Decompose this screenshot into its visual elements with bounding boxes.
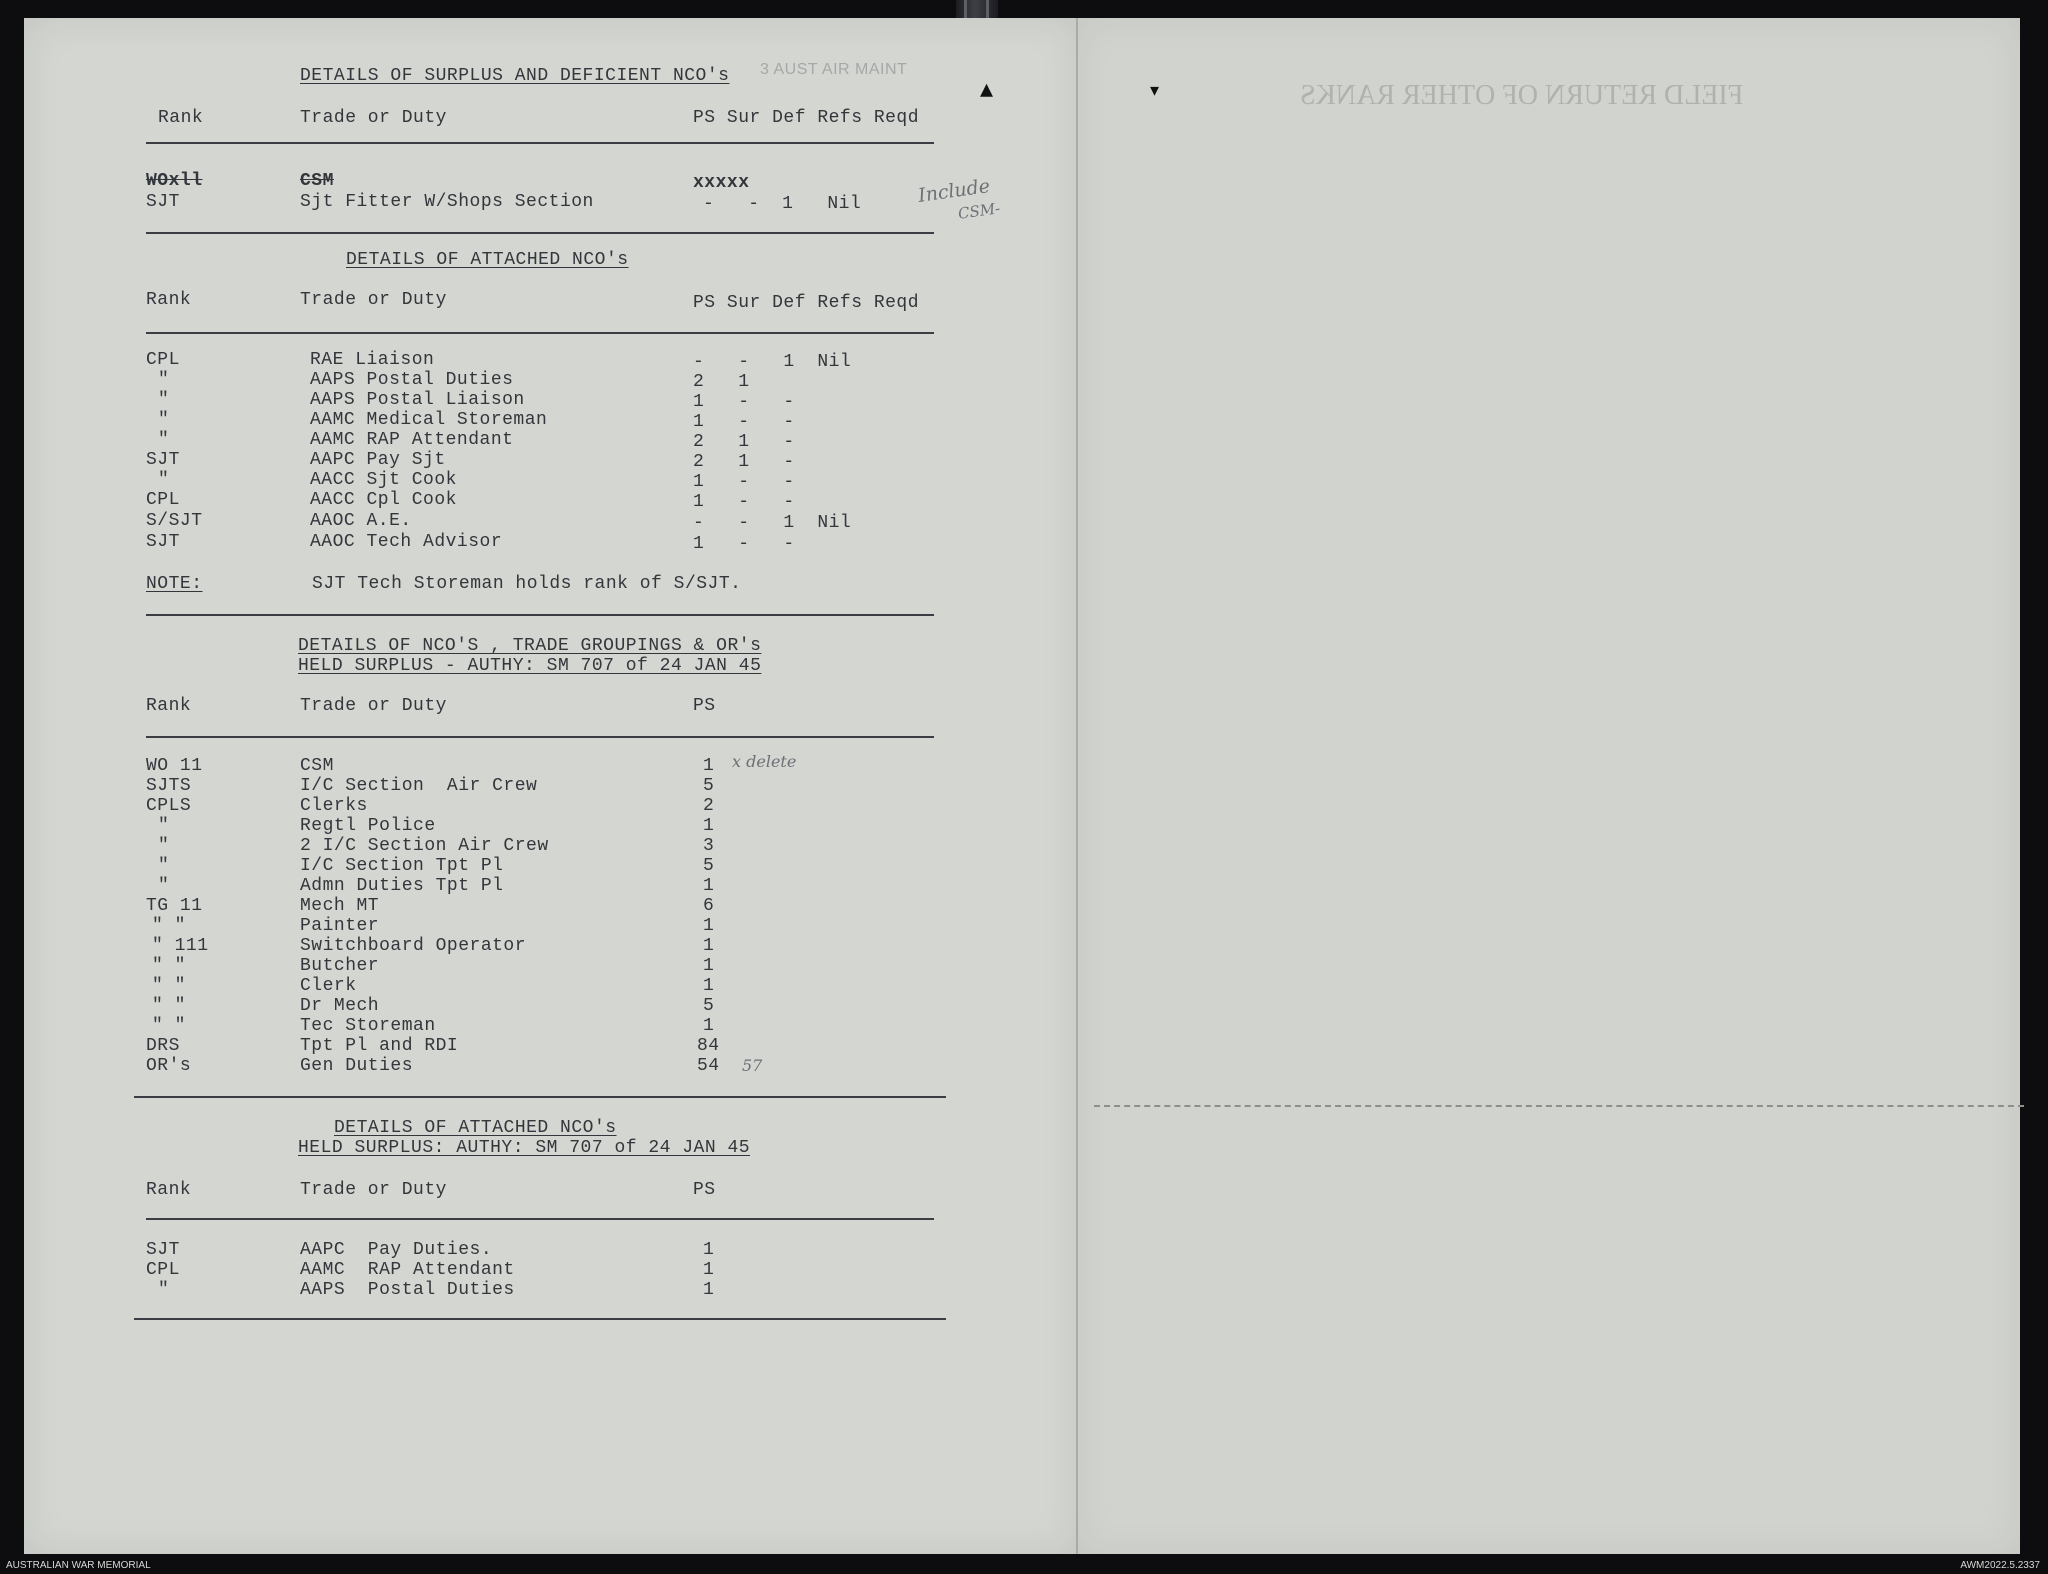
footer-id: AWM2022.5.2337 bbox=[1960, 1560, 2040, 1571]
row-trade: AAPS Postal Duties bbox=[300, 1280, 515, 1300]
row-rank: SJT bbox=[146, 1240, 180, 1260]
row-values: 6 bbox=[703, 896, 715, 916]
row-trade: Switchboard Operator bbox=[300, 936, 527, 956]
handwritten-note: Include bbox=[916, 175, 992, 207]
divider bbox=[146, 614, 934, 616]
row-values: - - 1 Nil bbox=[693, 513, 852, 533]
row-trade: AACC Sjt Cook bbox=[310, 470, 457, 490]
row-values: 2 1 - bbox=[693, 452, 795, 472]
divider bbox=[134, 1318, 946, 1320]
section-title: DETAILS OF ATTACHED NCO's bbox=[346, 250, 629, 270]
row-rank: " " bbox=[152, 1016, 186, 1036]
section-title: DETAILS OF NCO'S , TRADE GROUPINGS & OR's bbox=[298, 636, 762, 656]
row-values: 2 1 - bbox=[693, 432, 795, 452]
row-trade: Sjt Fitter W/Shops Section bbox=[300, 192, 594, 212]
row-values: 2 bbox=[703, 796, 715, 816]
row-values: 1 bbox=[703, 1260, 715, 1280]
row-trade: Tpt Pl and RDI bbox=[300, 1036, 459, 1056]
row-rank: " bbox=[158, 856, 170, 876]
row-rank: OR's bbox=[146, 1056, 192, 1076]
row-rank: SJT bbox=[146, 532, 180, 552]
row-values: 1 bbox=[703, 1240, 715, 1260]
row-trade: Admn Duties Tpt Pl bbox=[300, 876, 504, 896]
row-rank: " bbox=[158, 836, 170, 856]
row-trade: AAOC A.E. bbox=[310, 511, 412, 531]
row-values: 54 bbox=[697, 1056, 720, 1076]
row-values: 2 1 bbox=[693, 372, 750, 392]
col-header-values: PS bbox=[693, 696, 716, 716]
row-values: 1 bbox=[703, 956, 715, 976]
footer-source: AUSTRALIAN WAR MEMORIAL bbox=[6, 1560, 151, 1571]
section-subtitle: HELD SURPLUS: AUTHY: SM 707 of 24 JAN 45 bbox=[298, 1138, 751, 1158]
divider bbox=[134, 1096, 946, 1098]
row-trade: AAMC RAP Attendant bbox=[300, 1260, 515, 1280]
row-rank: WOxll bbox=[146, 171, 203, 191]
row-values: 1 - - bbox=[693, 534, 795, 554]
row-trade: 2 I/C Section Air Crew bbox=[300, 836, 549, 856]
row-values: 1 - - bbox=[693, 472, 795, 492]
row-trade: Clerk bbox=[300, 976, 357, 996]
row-values: 1 bbox=[703, 976, 715, 996]
row-trade: Tec Storeman bbox=[300, 1016, 436, 1036]
row-trade: AAPC Pay Duties. bbox=[300, 1240, 493, 1260]
row-trade: RAE Liaison bbox=[310, 350, 435, 370]
row-rank: CPL bbox=[146, 1260, 180, 1280]
col-header-rank: Rank bbox=[146, 696, 192, 716]
row-trade: AAPC Pay Sjt bbox=[310, 450, 446, 470]
row-trade: Painter bbox=[300, 916, 380, 936]
row-values: 1 - - bbox=[693, 492, 795, 512]
divider bbox=[146, 736, 934, 738]
col-header-rank: Rank bbox=[158, 108, 204, 128]
col-header-values: PS Sur Def Refs Reqd bbox=[693, 108, 920, 128]
row-rank: CPL bbox=[146, 350, 180, 370]
row-trade: AACC Cpl Cook bbox=[310, 490, 457, 510]
row-trade: CSM bbox=[300, 171, 334, 191]
row-values: 1 - - bbox=[693, 412, 795, 432]
row-rank: " bbox=[158, 390, 170, 410]
col-header-values: PS bbox=[693, 1180, 716, 1200]
row-rank: " bbox=[158, 410, 170, 430]
row-values: 1 bbox=[703, 936, 715, 956]
row-trade: Dr Mech bbox=[300, 996, 380, 1016]
col-header-trade: Trade or Duty bbox=[300, 1180, 447, 1200]
row-values: 5 bbox=[703, 996, 715, 1016]
section-title: DETAILS OF ATTACHED NCO's bbox=[334, 1118, 617, 1138]
divider bbox=[146, 332, 934, 334]
col-header-trade: Trade or Duty bbox=[300, 290, 447, 310]
row-rank: " " bbox=[152, 956, 186, 976]
row-rank: " " bbox=[152, 916, 186, 936]
row-trade: I/C Section Air Crew bbox=[300, 776, 538, 796]
row-values: - - 1 Nil bbox=[693, 352, 852, 372]
row-trade: AAPS Postal Duties bbox=[310, 370, 514, 390]
row-rank: " bbox=[158, 1280, 170, 1300]
row-trade: Clerks bbox=[300, 796, 368, 816]
note-label: NOTE: bbox=[146, 574, 203, 594]
row-trade: Mech MT bbox=[300, 896, 380, 916]
col-header-trade: Trade or Duty bbox=[300, 108, 447, 128]
note-text: SJT Tech Storeman holds rank of S/SJT. bbox=[312, 574, 742, 594]
divider bbox=[146, 142, 934, 144]
row-rank: CPL bbox=[146, 490, 180, 510]
col-header-trade: Trade or Duty bbox=[300, 696, 447, 716]
row-values: 5 bbox=[703, 856, 715, 876]
right-page bbox=[1076, 18, 2020, 1554]
row-rank: " bbox=[158, 816, 170, 836]
row-rank: " bbox=[158, 470, 170, 490]
row-trade: Gen Duties bbox=[300, 1056, 414, 1076]
row-values: 1 bbox=[703, 916, 715, 936]
row-values: 1 bbox=[703, 876, 715, 896]
row-trade: AAPS Postal Liaison bbox=[310, 390, 525, 410]
row-rank: SJTS bbox=[146, 776, 192, 796]
handwritten-note: x delete bbox=[732, 752, 797, 771]
row-rank: SJT bbox=[146, 450, 180, 470]
row-trade: Butcher bbox=[300, 956, 380, 976]
row-rank: " " bbox=[152, 996, 186, 1016]
divider bbox=[146, 232, 934, 234]
perforation-line bbox=[1094, 1105, 2024, 1107]
row-rank: DRS bbox=[146, 1036, 180, 1056]
row-values: 3 bbox=[703, 836, 715, 856]
row-values: xxxxx bbox=[693, 173, 750, 193]
row-values: 84 bbox=[697, 1036, 720, 1056]
row-rank: WO 11 bbox=[146, 756, 203, 776]
row-trade: I/C Section Tpt Pl bbox=[300, 856, 504, 876]
col-header-rank: Rank bbox=[146, 1180, 192, 1200]
row-trade: CSM bbox=[300, 756, 334, 776]
row-rank: TG 11 bbox=[146, 896, 203, 916]
faint-stamp: 3 AUST AIR MAINT bbox=[760, 61, 908, 78]
row-trade: AAMC Medical Storeman bbox=[310, 410, 548, 430]
row-values: 1 bbox=[703, 816, 715, 836]
section-title: DETAILS OF SURPLUS AND DEFICIENT NCO's bbox=[300, 66, 730, 86]
row-values: - - 1 Nil bbox=[703, 194, 862, 214]
col-header-rank: Rank bbox=[146, 290, 192, 310]
ink-mark: ▾ bbox=[1150, 80, 1160, 101]
row-rank: " 111 bbox=[152, 936, 209, 956]
row-values: 1 bbox=[703, 756, 715, 776]
row-rank: " bbox=[158, 430, 170, 450]
row-rank: SJT bbox=[146, 192, 180, 212]
row-values: 1 bbox=[703, 1280, 715, 1300]
row-trade: AAMC RAP Attendant bbox=[310, 430, 514, 450]
row-rank: " " bbox=[152, 976, 186, 996]
page-fold bbox=[1076, 18, 1078, 1554]
row-rank: " bbox=[158, 370, 170, 390]
row-trade: AAOC Tech Advisor bbox=[310, 532, 503, 552]
handwritten-note: CSM- bbox=[956, 199, 1002, 223]
row-rank: CPLS bbox=[146, 796, 192, 816]
row-trade: Regtl Police bbox=[300, 816, 436, 836]
row-values: 1 bbox=[703, 1016, 715, 1036]
handwritten-note: 57 bbox=[742, 1056, 763, 1075]
archive-footer bbox=[0, 1558, 2048, 1574]
row-values: 5 bbox=[703, 776, 715, 796]
row-values: 1 - - bbox=[693, 392, 795, 412]
col-header-values: PS Sur Def Refs Reqd bbox=[693, 293, 920, 313]
section-subtitle: HELD SURPLUS - AUTHY: SM 707 of 24 JAN 45 bbox=[298, 656, 762, 676]
show-through-title: FIELD RETURN OF OTHER RANKS bbox=[1300, 80, 1744, 111]
ink-mark: ▴ bbox=[980, 74, 994, 104]
row-rank: " bbox=[158, 876, 170, 896]
row-rank: S/SJT bbox=[146, 511, 203, 531]
divider bbox=[146, 1218, 934, 1220]
